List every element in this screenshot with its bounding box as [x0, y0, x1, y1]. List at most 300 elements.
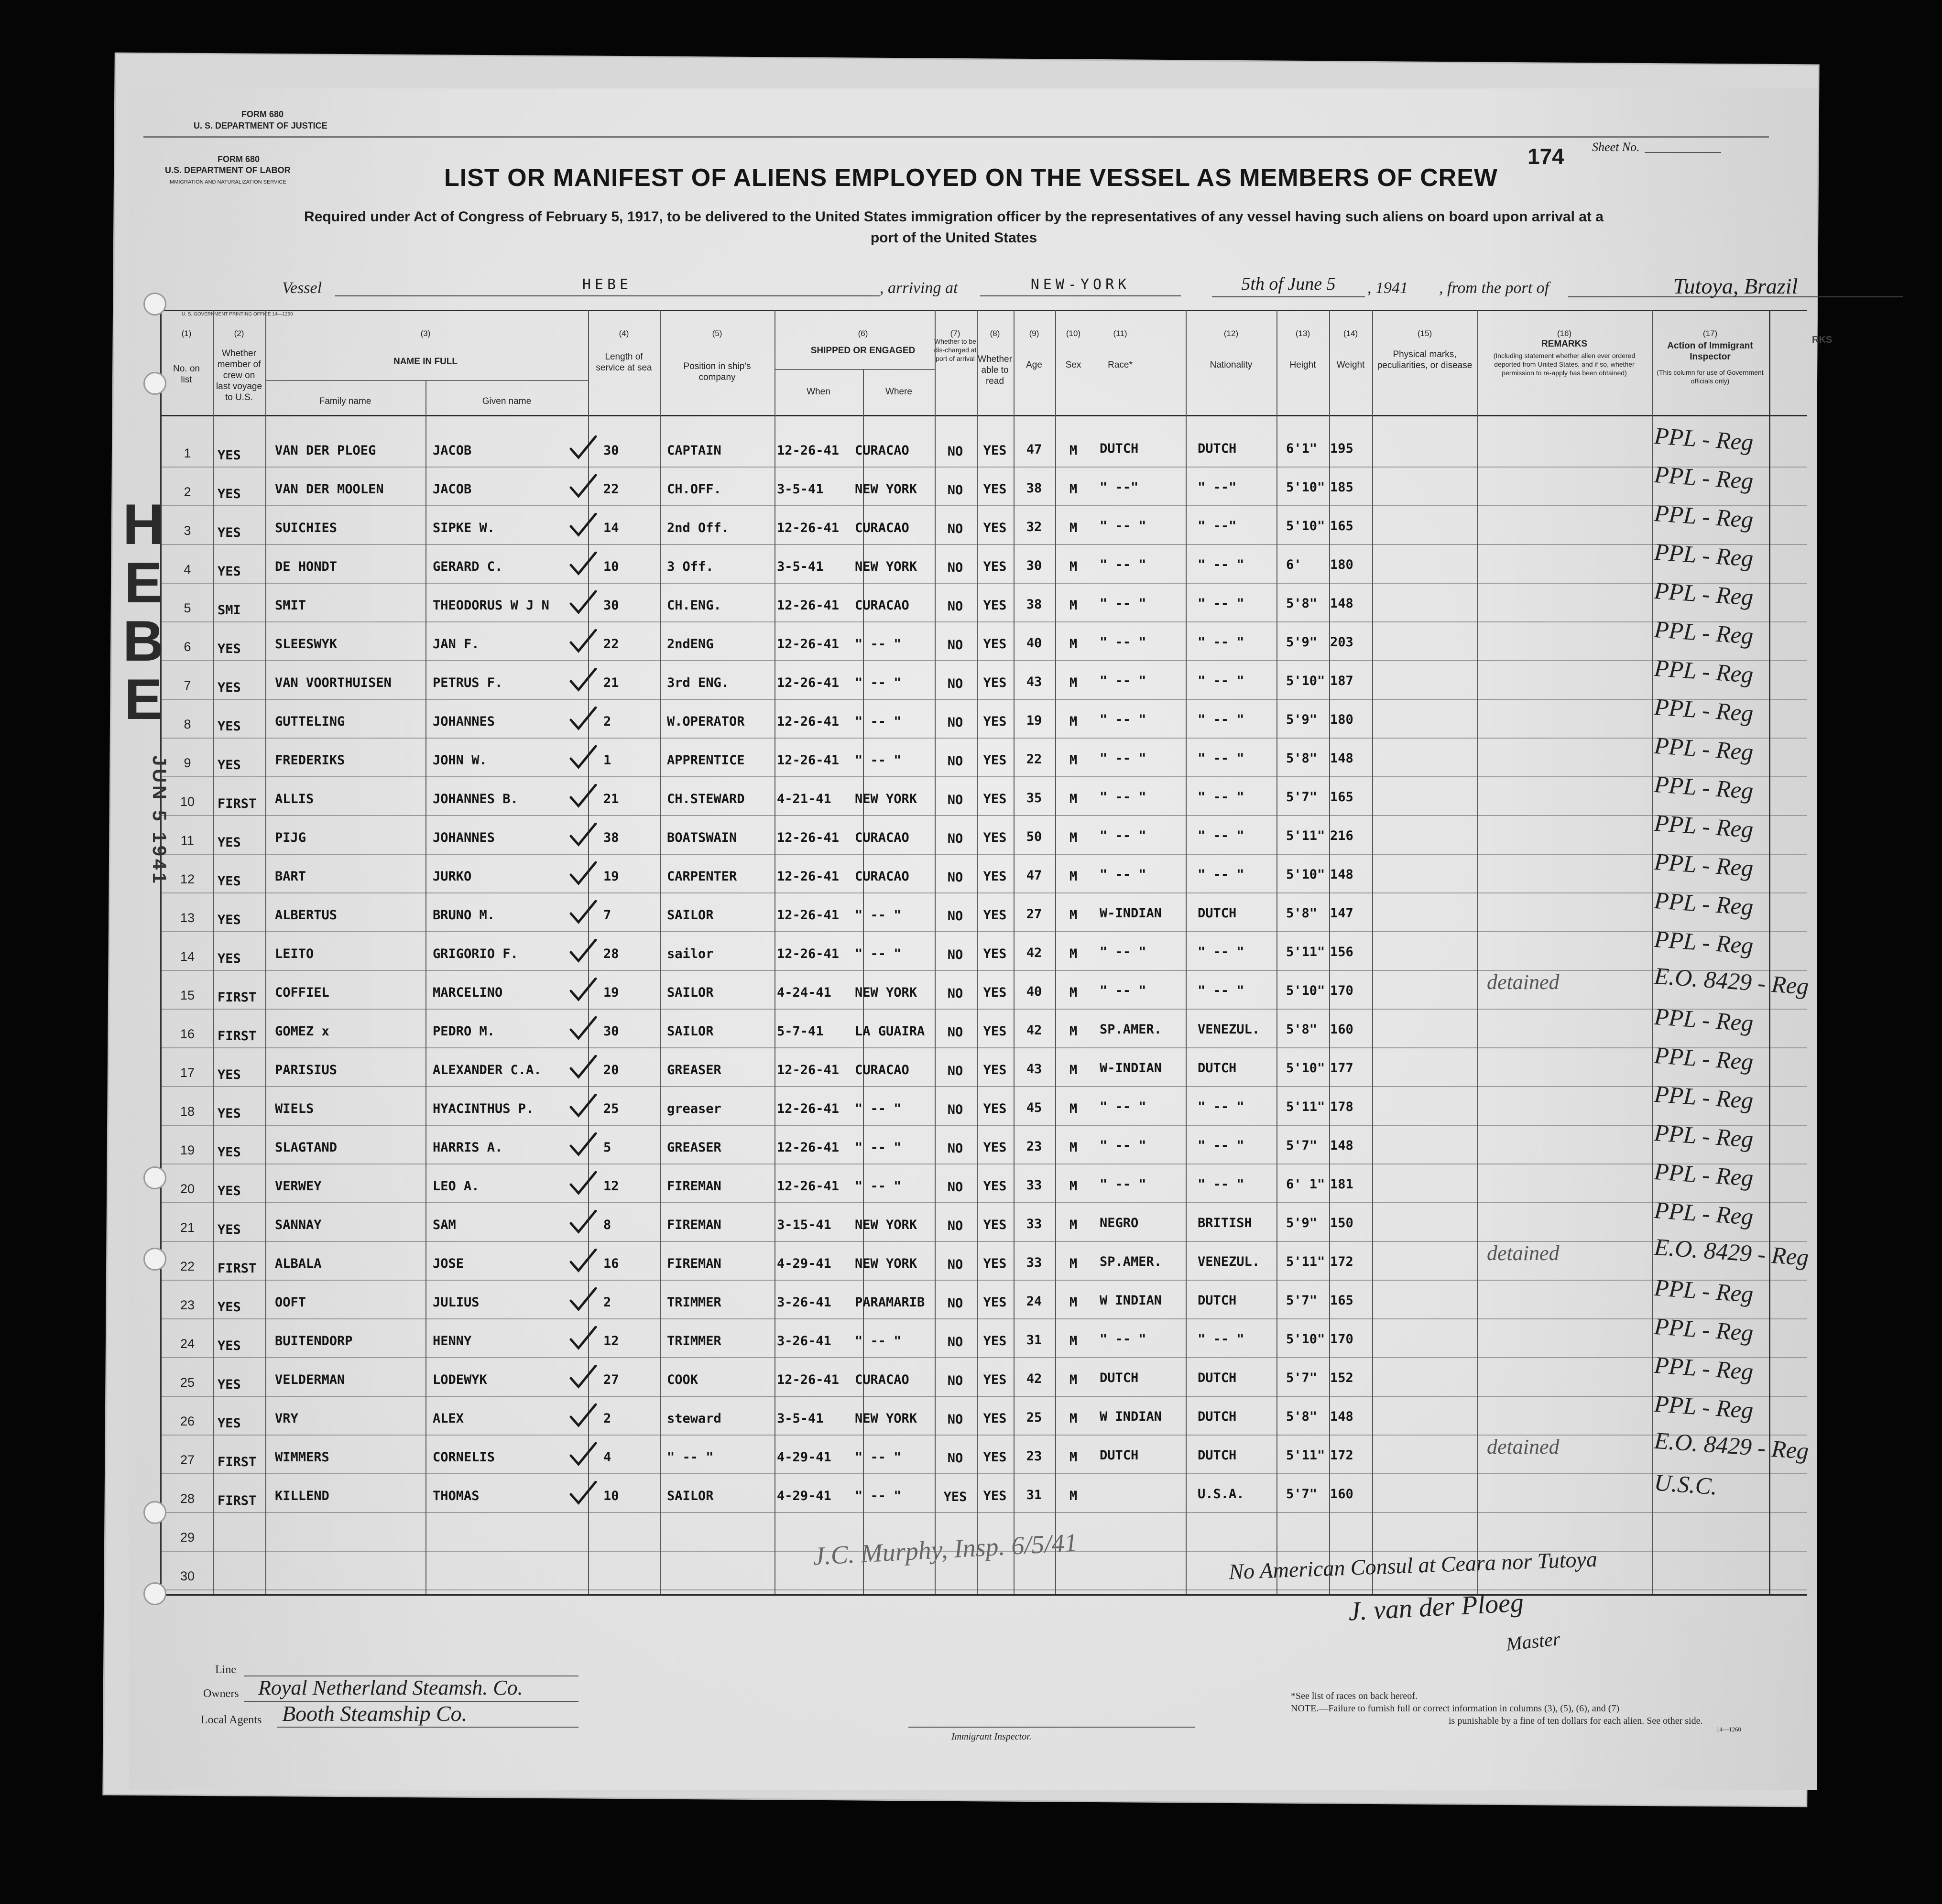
row-sex: M: [1069, 521, 1078, 535]
row-sex: M: [1069, 1295, 1078, 1310]
row-race: " -- ": [1100, 751, 1146, 766]
column-number: (11): [1113, 329, 1127, 338]
row-line: [160, 583, 1807, 584]
header-weight: Weight: [1336, 360, 1365, 370]
row-length: 20: [603, 1063, 619, 1077]
row-weight: 187: [1330, 674, 1353, 688]
arrival-date: 5th of June 5: [1212, 273, 1365, 297]
side-stamp-date: JUN 5 1941: [149, 755, 170, 886]
row-position: BOATSWAIN: [667, 830, 737, 845]
row-read: YES: [983, 521, 1007, 535]
row-action: PPL - Reg: [1653, 770, 1755, 805]
row-family-name: BART: [275, 869, 306, 884]
header-name-in-full: NAME IN FULL: [393, 357, 458, 367]
row-number: 12: [180, 872, 195, 886]
row-action: E.O. 8429 - Reg: [1653, 1426, 1810, 1465]
sheet-label: Sheet No.: [1592, 140, 1640, 154]
row-sex: M: [1069, 753, 1078, 768]
row-family-name: SLAGTAND: [275, 1140, 338, 1155]
row-member: FIRST: [218, 1493, 257, 1508]
row-action: PPL - Reg: [1653, 809, 1755, 843]
row-length: 10: [603, 559, 619, 574]
inspector-field: [908, 1727, 1195, 1728]
row-height: 6'1": [1286, 441, 1318, 456]
row-given-name: JOSE: [433, 1256, 464, 1271]
row-where: NEW YORK: [855, 1218, 917, 1232]
header-race: Race*: [1108, 360, 1133, 370]
row-where: NEW YORK: [855, 482, 917, 497]
column-number: (16): [1557, 329, 1572, 338]
row-when: 12-26-41: [777, 1140, 840, 1155]
top-strip: [143, 103, 1769, 138]
from-port: Tutoya, Brazil: [1568, 273, 1903, 297]
check-mark-icon: [569, 668, 598, 692]
check-mark-icon: [569, 552, 598, 576]
row-sex: M: [1069, 1218, 1078, 1232]
column-line: [863, 369, 864, 1594]
row-discharged: NO: [947, 483, 963, 498]
row-weight: 148: [1330, 867, 1353, 882]
row-position: W.OPERATOR: [667, 714, 745, 729]
check-mark-icon: [569, 939, 598, 963]
row-member: YES: [218, 1067, 241, 1082]
check-mark-icon: [569, 900, 598, 924]
row-when: 12-26-41: [777, 869, 840, 884]
row-sex: M: [1069, 1489, 1078, 1503]
row-nationality: DUTCH: [1198, 906, 1237, 921]
row-given-name: LEO A.: [433, 1179, 480, 1194]
row-discharged: NO: [947, 1335, 963, 1349]
row-member: FIRST: [218, 1261, 257, 1276]
row-nationality: " -- ": [1198, 1332, 1244, 1347]
header-nationality: Nationality: [1210, 360, 1253, 370]
row-given-name: PEDRO M.: [433, 1024, 495, 1039]
row-line: [160, 699, 1807, 700]
row-action: PPL - Reg: [1653, 1196, 1755, 1230]
column-line: [425, 380, 426, 1594]
row-action: PPL - Reg: [1653, 1390, 1755, 1424]
row-family-name: GOMEZ x: [275, 1024, 329, 1039]
row-age: 42: [1026, 1371, 1042, 1386]
row-given-name: GRIGORIO F.: [433, 947, 518, 961]
row-family-name: VAN VOORTHUISEN: [275, 675, 392, 690]
row-sex: M: [1069, 947, 1078, 961]
row-given-name: JURKO: [433, 869, 472, 884]
row-line: [160, 738, 1807, 739]
row-when: 3-26-41: [777, 1334, 831, 1349]
row-length: 30: [603, 598, 619, 613]
row-weight: 148: [1330, 1409, 1353, 1424]
row-family-name: SUICHIES: [275, 521, 338, 535]
row-number: 21: [180, 1220, 195, 1235]
row-weight: 172: [1330, 1448, 1353, 1463]
row-given-name: JOHANNES: [433, 830, 495, 845]
row-member: YES: [218, 719, 241, 734]
binder-hole: [143, 1501, 166, 1524]
row-height: 5'11": [1286, 1099, 1325, 1114]
row-read: YES: [983, 1140, 1007, 1155]
owners-label: Owners: [203, 1687, 239, 1700]
header-remarks: REMARKS: [1541, 339, 1588, 349]
sheet-number: 174: [1527, 144, 1564, 169]
row-line: [160, 505, 1807, 506]
row-given-name: JOHANNES: [433, 714, 495, 729]
row-family-name: VELDERMAN: [275, 1372, 345, 1387]
row-discharged: NO: [947, 1102, 963, 1117]
row-nationality: VENEZUL.: [1198, 1022, 1260, 1037]
row-race: " -- ": [1100, 1177, 1146, 1192]
row-discharged: NO: [947, 638, 963, 653]
row-member: YES: [218, 564, 241, 579]
row-read: YES: [983, 1101, 1007, 1116]
column-number: (12): [1223, 329, 1239, 338]
row-race: " -- ": [1100, 867, 1146, 882]
row-length: 30: [603, 443, 619, 458]
row-number: 18: [180, 1104, 195, 1119]
row-race: W-INDIAN: [1100, 906, 1162, 921]
row-age: 45: [1026, 1100, 1042, 1115]
row-where: " -- ": [855, 947, 902, 961]
row-member: YES: [218, 874, 241, 889]
row-action: PPL - Reg: [1653, 731, 1755, 766]
row-action: PPL - Reg: [1653, 848, 1755, 882]
row-position: SAILOR: [667, 908, 714, 923]
row-nationality: " -- ": [1198, 557, 1244, 572]
row-action: PPL - Reg: [1653, 1351, 1755, 1385]
row-length: 2: [603, 1411, 611, 1426]
row-family-name: WIELS: [275, 1101, 314, 1116]
row-weight: 170: [1330, 1332, 1353, 1347]
row-given-name: JAN F.: [433, 637, 480, 652]
row-when: 4-29-41: [777, 1450, 831, 1465]
row-where: NEW YORK: [855, 792, 917, 806]
row-family-name: WIMMERS: [275, 1450, 329, 1465]
row-discharged: NO: [947, 715, 963, 730]
form-number: FORM 680: [218, 154, 260, 164]
row-position: steward: [667, 1411, 721, 1426]
row-nationality: DUTCH: [1198, 1409, 1237, 1424]
check-mark-icon: [569, 745, 598, 769]
row-remark: detained: [1487, 1241, 1560, 1265]
row-where: " -- ": [855, 1489, 902, 1503]
column-number: (7): [950, 329, 960, 338]
row-given-name: JACOB: [433, 482, 472, 497]
row-length: 30: [603, 1024, 619, 1039]
row-where: " -- ": [855, 1101, 902, 1116]
row-discharged: NO: [947, 1064, 963, 1078]
row-race: DUTCH: [1100, 441, 1139, 456]
row-given-name: SIPKE W.: [433, 521, 495, 535]
row-length: 27: [603, 1372, 619, 1387]
header-height: Height: [1289, 360, 1316, 370]
row-race: DUTCH: [1100, 1448, 1139, 1463]
row-number: 26: [180, 1414, 195, 1428]
row-where: NEW YORK: [855, 1256, 917, 1271]
column-number: (10): [1066, 329, 1081, 338]
row-line: [160, 1241, 1807, 1242]
row-family-name: ALBERTUS: [275, 908, 338, 923]
row-sex: M: [1069, 1334, 1078, 1349]
row-discharged: NO: [947, 1412, 963, 1427]
column-line: [1652, 310, 1653, 1594]
row-position: SAILOR: [667, 1489, 714, 1503]
row-discharged: NO: [947, 870, 963, 885]
row-nationality: " -- ": [1198, 751, 1244, 766]
row-position: sailor: [667, 947, 714, 961]
row-line: [160, 467, 1807, 468]
row-member: YES: [218, 1106, 241, 1121]
row-family-name: GUTTELING: [275, 714, 345, 729]
row-where: " -- ": [855, 1140, 902, 1155]
column-line: [213, 310, 214, 1594]
row-action: PPL - Reg: [1653, 886, 1755, 921]
header-family-name: Family name: [319, 396, 371, 406]
row-when: 12-26-41: [777, 521, 840, 535]
row-read: YES: [983, 714, 1007, 729]
row-number: 27: [180, 1453, 195, 1467]
header-no-on-list: No. on list: [173, 364, 200, 385]
row-weight: 148: [1330, 596, 1353, 611]
row-weight: 148: [1330, 1138, 1353, 1153]
arriving-port: NEW-YORK: [980, 276, 1181, 296]
row-line: [160, 1202, 1807, 1203]
row-sex: M: [1069, 985, 1078, 1000]
row-position: FIREMAN: [667, 1179, 721, 1194]
header-where: Where: [885, 387, 912, 397]
row-height: 5'11": [1286, 945, 1325, 959]
row-height: 5'10": [1286, 1332, 1325, 1347]
header-when: When: [807, 387, 830, 397]
row-position: CAPTAIN: [667, 443, 721, 458]
row-number: 13: [180, 911, 195, 925]
row-read: YES: [983, 869, 1007, 884]
row-line: [160, 1125, 1807, 1126]
row-given-name: ALEX: [433, 1411, 464, 1426]
row-where: CURACAO: [855, 830, 909, 845]
row-age: 33: [1026, 1217, 1042, 1231]
row-age: 33: [1026, 1178, 1042, 1193]
row-height: 6': [1286, 557, 1302, 572]
row-race: W INDIAN: [1100, 1409, 1162, 1424]
check-mark-icon: [569, 784, 598, 808]
header-action-sub: (This column for use of Government officials only): [1657, 369, 1764, 385]
row-line: [160, 970, 1807, 971]
row-age: 31: [1026, 1333, 1042, 1348]
row-position: 2nd Off.: [667, 521, 730, 535]
row-age: 27: [1026, 907, 1042, 922]
row-height: 5'8": [1286, 596, 1318, 611]
name-subheader-line: [265, 380, 588, 381]
row-line: [160, 544, 1807, 545]
agents-label: Local Agents: [201, 1714, 262, 1726]
check-mark-icon: [569, 1171, 598, 1195]
row-sex: M: [1069, 1101, 1078, 1116]
row-member: YES: [218, 1300, 241, 1315]
header-sex: Sex: [1065, 360, 1081, 370]
row-line: [160, 1435, 1807, 1436]
row-nationality: " --": [1198, 480, 1237, 495]
row-action: PPL - Reg: [1653, 1080, 1755, 1114]
row-read: YES: [983, 1024, 1007, 1039]
row-race: " -- ": [1100, 674, 1146, 688]
row-weight: 160: [1330, 1487, 1353, 1501]
row-member: YES: [218, 1416, 241, 1431]
row-length: 22: [603, 482, 619, 497]
row-discharged: NO: [947, 676, 963, 691]
row-read: YES: [983, 675, 1007, 690]
row-nationality: " -- ": [1198, 1099, 1244, 1114]
row-where: LA GUAIRA: [855, 1024, 925, 1039]
row-member: YES: [218, 525, 241, 540]
row-weight: 148: [1330, 751, 1353, 766]
row-sex: M: [1069, 1411, 1078, 1426]
row-remark: detained: [1487, 1435, 1560, 1458]
row-given-name: HYACINTHUS P.: [433, 1101, 534, 1116]
row-position: CH.OFF.: [667, 482, 721, 497]
row-discharged: NO: [947, 793, 963, 807]
row-discharged: NO: [947, 1141, 963, 1156]
check-mark-icon: [569, 1094, 598, 1118]
row-age: 31: [1026, 1488, 1042, 1502]
row-number: 23: [180, 1298, 195, 1312]
row-discharged: NO: [947, 1451, 963, 1466]
row-where: CURACAO: [855, 443, 909, 458]
row-height: 5'10": [1286, 867, 1325, 882]
row-line: [160, 1589, 1807, 1590]
row-family-name: SMIT: [275, 598, 306, 613]
row-position: TRIMMER: [667, 1295, 721, 1310]
row-line: [160, 1280, 1807, 1281]
row-when: 12-26-41: [777, 598, 840, 613]
row-when: 4-29-41: [777, 1256, 831, 1271]
row-action: PPL - Reg: [1653, 577, 1755, 611]
row-age: 43: [1026, 1062, 1042, 1077]
row-when: 3-5-41: [777, 482, 824, 497]
check-mark-icon: [569, 513, 598, 537]
row-race: " -- ": [1100, 1099, 1146, 1114]
row-when: 3-5-41: [777, 1411, 824, 1426]
header-given-name: Given name: [482, 396, 532, 406]
row-given-name: JOHANNES B.: [433, 792, 518, 806]
page-title: LIST OR MANIFEST OF ALIENS EMPLOYED ON THE VESSEL AS MEMBERS OF CREW: [444, 164, 1498, 192]
row-position: CH.STEWARD: [667, 792, 745, 806]
row-read: YES: [983, 1411, 1007, 1426]
row-read: YES: [983, 1179, 1007, 1194]
row-nationality: DUTCH: [1198, 1448, 1237, 1463]
column-number: (5): [712, 329, 722, 338]
check-mark-icon: [569, 590, 598, 614]
row-line: [160, 1318, 1807, 1319]
header-shipped: SHIPPED OR ENGAGED: [810, 346, 916, 356]
row-position: FIREMAN: [667, 1256, 721, 1271]
row-line: [160, 931, 1807, 932]
row-read: YES: [983, 947, 1007, 961]
row-age: 23: [1026, 1139, 1042, 1154]
row-position: CH.ENG.: [667, 598, 721, 613]
row-sex: M: [1069, 559, 1078, 574]
column-number: (1): [181, 329, 192, 338]
check-mark-icon: [569, 1055, 598, 1079]
row-action: PPL - Reg: [1653, 499, 1755, 533]
row-number: 14: [180, 949, 195, 964]
row-age: 35: [1026, 791, 1042, 805]
row-position: 2ndENG: [667, 637, 714, 652]
row-where: CURACAO: [855, 1063, 909, 1077]
row-height: 5'8": [1286, 1022, 1318, 1037]
row-nationality: DUTCH: [1198, 1061, 1237, 1076]
row-height: 5'8": [1286, 1409, 1318, 1424]
row-family-name: DE HONDT: [275, 559, 338, 574]
row-height: 5'11": [1286, 828, 1325, 843]
row-when: 12-26-41: [777, 947, 840, 961]
row-height: 5'11": [1286, 1254, 1325, 1269]
check-mark-icon: [569, 1249, 598, 1273]
check-mark-icon: [569, 1481, 598, 1505]
row-member: FIRST: [218, 1029, 257, 1044]
row-weight: 150: [1330, 1216, 1353, 1230]
row-position: TRIMMER: [667, 1334, 721, 1349]
row-age: 47: [1026, 868, 1042, 883]
row-race: W-INDIAN: [1100, 1061, 1162, 1076]
column-line: [1477, 310, 1478, 1594]
row-when: 12-26-41: [777, 908, 840, 923]
row-race: " -- ": [1100, 945, 1146, 959]
row-nationality: " -- ": [1198, 712, 1244, 727]
row-number: 10: [180, 794, 195, 809]
row-member: YES: [218, 835, 241, 850]
row-action: PPL - Reg: [1653, 1157, 1755, 1192]
row-weight: 178: [1330, 1099, 1353, 1114]
row-action: PPL - Reg: [1653, 1119, 1755, 1153]
check-mark-icon: [569, 629, 598, 653]
row-number: 8: [184, 717, 191, 731]
row-length: 1: [603, 753, 611, 768]
row-nationality: " -- ": [1198, 596, 1244, 611]
table-top-border: [160, 310, 1807, 311]
row-discharged: NO: [947, 986, 963, 1001]
row-line: [160, 1473, 1807, 1474]
sheet-line: [1645, 152, 1721, 153]
row-action: U.S.C.: [1653, 1469, 1718, 1500]
row-member: YES: [218, 680, 241, 695]
check-mark-icon: [569, 1210, 598, 1234]
row-discharged: NO: [947, 1257, 963, 1272]
row-sex: M: [1069, 1024, 1078, 1039]
row-line: [160, 660, 1807, 661]
row-nationality: " -- ": [1198, 674, 1244, 688]
row-given-name: SAM: [433, 1218, 456, 1232]
row-height: 5'9": [1286, 635, 1318, 650]
row-weight: 185: [1330, 480, 1353, 495]
row-action: PPL - Reg: [1653, 538, 1755, 572]
row-race: " -- ": [1100, 1332, 1146, 1347]
row-sex: M: [1069, 443, 1078, 458]
column-number: (8): [990, 329, 1000, 338]
column-line: [1186, 310, 1187, 1594]
row-member: FIRST: [218, 990, 257, 1005]
row-discharged: NO: [947, 1219, 963, 1233]
row-nationality: " -- ": [1198, 1138, 1244, 1153]
vessel-label: Vessel: [282, 279, 322, 297]
row-read: YES: [983, 1295, 1007, 1310]
row-height: 5'7": [1286, 1293, 1318, 1308]
column-number: (2): [234, 329, 244, 338]
row-read: YES: [983, 1218, 1007, 1232]
row-height: 5'8": [1286, 906, 1318, 921]
row-weight: 181: [1330, 1177, 1353, 1192]
row-action: PPL - Reg: [1653, 1312, 1755, 1347]
row-race: " -- ": [1100, 596, 1146, 611]
